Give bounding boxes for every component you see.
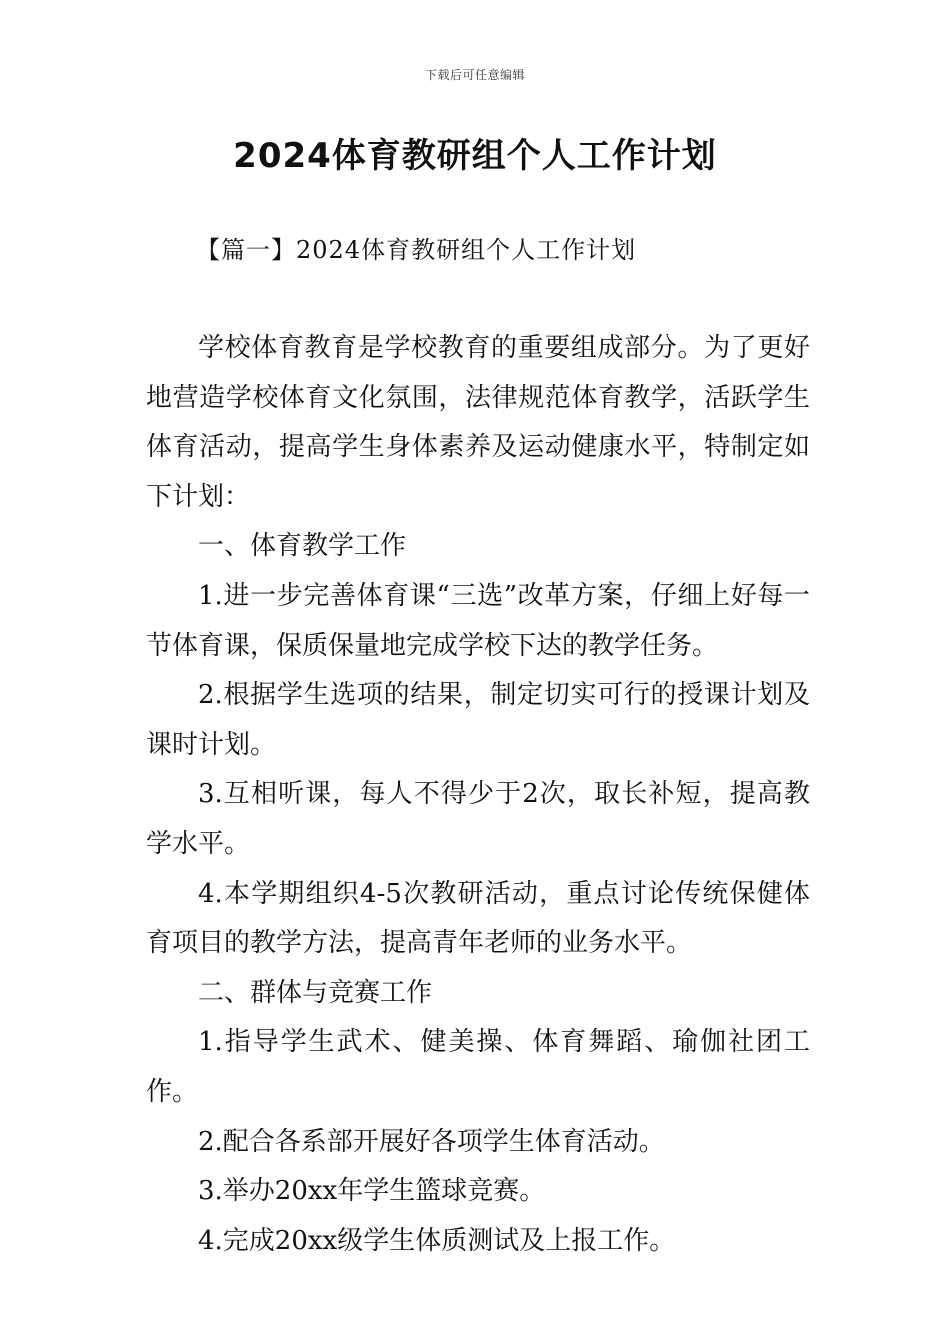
competition-item-1: 1.指导学生武术、健美操、体育舞蹈、瑜伽社团工作。 [146, 1027, 810, 1107]
section-subtitle: 【篇一】2024体育教研组个人工作计划 [196, 236, 637, 264]
document-body [146, 324, 810, 1266]
teaching-item-3: 3.互相听课，每人不得少于2次，取长补短，提高教学水平。 [146, 779, 810, 859]
teaching-item-1: 1.进一步完善体育课“三选”改革方案，仔细上好每一节体育课，保质保量地完成学校下达的教学任务。 [146, 580, 810, 661]
header-note: 下载后可任意编辑 [424, 68, 525, 82]
document-title: 2024体育教研组个人工作计划 [233, 136, 717, 176]
teaching-item-4: 4.本学期组织4-5次教研活动，重点讨论传统保健体育项目的教学方法，提高青年老师的业务水平。 [146, 878, 810, 959]
intro-paragraph: 学校体育教育是学校教育的重要组成部分。为了更好地营造学校体育文化氛围，法律规范体育教学，活跃学生体育活动，提高学生身体素养及运动健康水平，特制定如下计划： [146, 333, 810, 512]
section-heading-teaching: 一、体育教学工作 [198, 531, 407, 562]
competition-item-3: 3.举办20xx年学生篮球竞赛。 [198, 1176, 546, 1207]
teaching-item-2: 2.根据学生选项的结果，制定切实可行的授课计划及课时计划。 [146, 680, 810, 760]
competition-item-4: 4.完成20xx级学生体质测试及上报工作。 [198, 1225, 676, 1256]
section-heading-competition: 二、群体与竞赛工作 [198, 977, 433, 1008]
competition-item-2: 2.配合各系部开展好各项学生体育活动。 [198, 1126, 665, 1157]
